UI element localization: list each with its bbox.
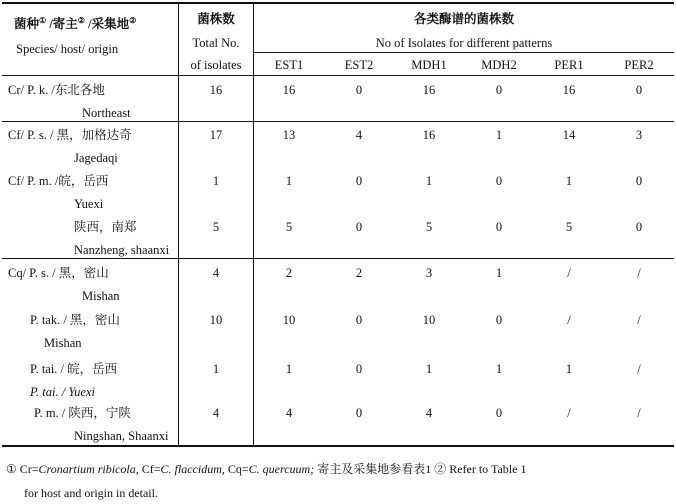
row-0-total: 16 <box>209 83 223 97</box>
header-count-cn: 菌株数 <box>197 12 235 26</box>
row-0-est1: 16 <box>282 83 296 97</box>
row-1-mdh2: 1 <box>495 128 503 142</box>
group-divider-2 <box>2 258 674 259</box>
row-6-per2: / <box>637 362 641 376</box>
row-5-mdh2: 0 <box>495 313 503 327</box>
col-header-per2: PER2 <box>624 58 654 72</box>
group-divider-1 <box>2 121 674 122</box>
row-0-mdh1: 16 <box>422 83 436 97</box>
row-4-mdh2: 1 <box>495 266 503 280</box>
table-bottom-rule <box>2 445 674 447</box>
row-5-per2: / <box>637 313 641 327</box>
row-3-est2: 0 <box>355 220 363 234</box>
row-5-label-2: Mishan <box>44 336 82 350</box>
row-1-label: Cf/ P. s. / 黑，加格达奇 <box>8 128 132 142</box>
row-7-per2: / <box>637 406 641 420</box>
row-2-total: 1 <box>212 174 220 188</box>
header-count-en1: Total No. <box>192 36 240 50</box>
row-6-est1: 1 <box>285 362 293 376</box>
row-4-label: Cq/ P. s. / 黑，密山 <box>8 266 109 280</box>
header-species-en: Species/ host/ origin <box>16 42 119 56</box>
row-1-per2: 3 <box>635 128 643 142</box>
row-1-mdh1: 16 <box>422 128 436 142</box>
row-4-per2: / <box>637 266 641 280</box>
row-1-per1: 14 <box>562 128 576 142</box>
row-2-mdh2: 0 <box>495 174 503 188</box>
row-0-est2: 0 <box>355 83 363 97</box>
row-3-mdh2: 0 <box>495 220 503 234</box>
row-6-label: P. tai. / 皖，岳西 <box>30 362 118 376</box>
row-5-label: P. tak. / 黑，密山 <box>30 313 120 327</box>
header-bottom-rule <box>2 75 674 76</box>
row-3-total: 5 <box>212 220 220 234</box>
header-patterns-cn: 各类酶谱的菌株数 <box>413 12 514 26</box>
row-6-est2: 0 <box>355 362 363 376</box>
row-3-label: 陕西，南郑 <box>74 220 137 234</box>
row-5-per1: / <box>567 313 571 327</box>
row-6-total: 1 <box>212 362 220 376</box>
row-5-est1: 10 <box>282 313 296 327</box>
row-1-est1: 13 <box>282 128 296 142</box>
col-header-est1: EST1 <box>274 58 304 72</box>
row-7-mdh2: 0 <box>495 406 503 420</box>
row-6-label-2: P. tai. / Yuexi <box>30 385 95 399</box>
table-top-rule <box>2 2 674 4</box>
row-7-est1: 4 <box>285 406 293 420</box>
row-4-est2: 2 <box>355 266 363 280</box>
row-2-label: Cf/ P. m. /皖，岳西 <box>8 174 109 188</box>
footnote-line-1: ① Cr=Cronartium ribicola, Cf=C. flaccidum, Cq=C. quercuum; 寄主及采集地参看表1 ② Refer to Table 1 <box>6 462 527 476</box>
row-7-est2: 0 <box>355 406 363 420</box>
row-3-per2: 0 <box>635 220 643 234</box>
row-7-label-2: Ningshan, Shaanxi <box>74 429 169 443</box>
row-3-label-2: Nanzheng, shaanxi <box>74 243 170 257</box>
row-5-mdh1: 10 <box>422 313 436 327</box>
row-0-mdh2: 0 <box>495 83 503 97</box>
row-3-est1: 5 <box>285 220 293 234</box>
col-header-per1: PER1 <box>554 58 584 72</box>
row-6-mdh1: 1 <box>425 362 433 376</box>
row-2-mdh1: 1 <box>425 174 433 188</box>
row-1-est2: 4 <box>355 128 363 142</box>
col-header-est2: EST2 <box>344 58 374 72</box>
header-divider <box>253 52 674 53</box>
row-4-per1: / <box>567 266 571 280</box>
footnote-line-2: for host and origin in detail. <box>24 486 158 500</box>
row-3-per1: 5 <box>565 220 573 234</box>
header-species-cn: 菌种① /寄主② /采集地② <box>14 16 137 32</box>
row-6-per1: 1 <box>565 362 573 376</box>
row-7-total: 4 <box>212 406 220 420</box>
row-3-mdh1: 5 <box>425 220 433 234</box>
col-header-mdh2: MDH2 <box>481 58 517 72</box>
row-5-est2: 0 <box>355 313 363 327</box>
row-6-mdh2: 1 <box>495 362 503 376</box>
row-2-per2: 0 <box>635 174 643 188</box>
row-0-label-2: Northeast <box>82 106 131 120</box>
row-0-per2: 0 <box>635 83 643 97</box>
header-patterns-en: No of Isolates for different patterns <box>375 36 553 50</box>
row-7-per1: / <box>567 406 571 420</box>
row-0-per1: 16 <box>562 83 576 97</box>
row-2-est2: 0 <box>355 174 363 188</box>
row-2-per1: 1 <box>565 174 573 188</box>
row-1-label-2: Jagedaqi <box>74 151 118 165</box>
row-2-label-2: Yuexi <box>74 197 104 211</box>
row-7-label: P. m. / 陕西，宁陕 <box>34 406 131 420</box>
row-1-total: 17 <box>209 128 223 142</box>
row-2-est1: 1 <box>285 174 293 188</box>
row-4-est1: 2 <box>285 266 293 280</box>
row-7-mdh1: 4 <box>425 406 433 420</box>
row-0-label: Cr/ P. k. /东北各地 <box>8 83 105 97</box>
header-count-en2: of isolates <box>190 58 242 72</box>
row-5-total: 10 <box>209 313 223 327</box>
row-4-mdh1: 3 <box>425 266 433 280</box>
row-4-total: 4 <box>212 266 220 280</box>
col-header-mdh1: MDH1 <box>411 58 447 72</box>
row-4-label-2: Mishan <box>82 289 120 303</box>
